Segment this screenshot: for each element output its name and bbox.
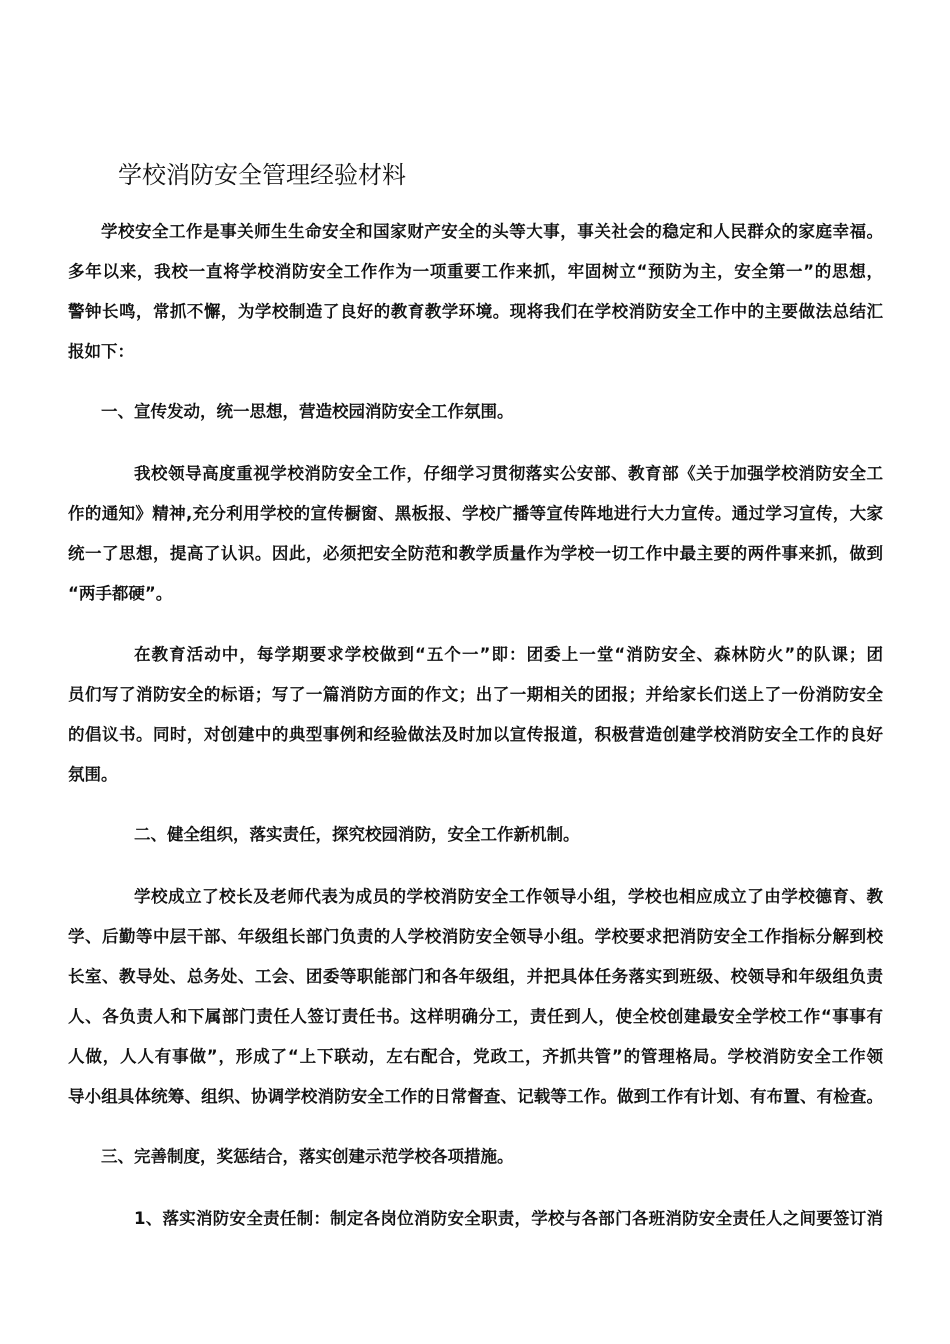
text-line: 统一了思想，提高了认识。因此，必须把安全防范和教学质量作为学校一切工作中最主要的两件事来抓，做到	[68, 544, 883, 563]
text-line: 人、各负责人和下属部门责任人签订责任书。这样明确分工，责任到人，使全校创建最安全学校工作“事事有	[68, 1007, 883, 1026]
text-line: 作的通知》精神,充分利用学校的宣传橱窗、黑板报、学校广播等宣传阵地进行大力宣传。通过学习宣传，大家	[68, 504, 883, 523]
document-title: 学校消防安全管理经验材料	[118, 161, 406, 189]
text-line: 警钟长鸣，常抓不懈，为学校制造了良好的教育教学环境。现将我们在学校消防安全工作中的主要做法总结汇	[68, 302, 883, 321]
intro-paragraph	[68, 212, 883, 372]
text-line: 氛围。	[68, 765, 118, 784]
text-line: 1、落实消防安全责任制：制定各岗位消防安全职责，学校与各部门各班消防安全责任人之间要签订消	[134, 1209, 883, 1228]
text-line: 导小组具体统筹、组织、协调学校消防安全工作的日常督查、记载等工作。做到工作有计划、有布置、有检查。	[68, 1087, 883, 1106]
text-line: 学、后勤等中层干部、年级组长部门负责的人学校消防安全领导小组。学校要求把消防安全工作指标分解到校	[68, 927, 883, 946]
text-line: 报如下：	[68, 342, 134, 361]
section3-item-1	[68, 1199, 883, 1239]
text-line: “两手都硬”。	[68, 584, 173, 603]
text-line: 我校领导高度重视学校消防安全工作，仔细学习贯彻落实公安部、教育部《关于加强学校消防安全工	[134, 464, 883, 483]
section2-paragraph-1	[68, 877, 883, 1117]
text-line: 学校安全工作是事关师生生命安全和国家财产安全的头等大事，事关社会的稳定和人民群众的家庭幸福。	[101, 222, 883, 241]
section1-paragraph-2	[68, 635, 883, 795]
text-line: 在教育活动中，每学期要求学校做到“五个一”即：团委上一堂“消防安全、森林防火”的队课；团	[134, 645, 883, 664]
section2-heading: 二、健全组织，落实责任，探究校园消防，安全工作新机制。	[134, 825, 580, 844]
text-line: 的倡议书。同时，对创建中的典型事例和经验做法及时加以宣传报道，积极营造创建学校消防安全工作的良好	[68, 725, 883, 744]
text-line: 多年以来，我校一直将学校消防安全工作作为一项重要工作来抓，牢固树立“预防为主，安全第一”的思想，	[68, 262, 883, 281]
section1-paragraph-1	[68, 454, 883, 614]
section3-heading: 三、完善制度，奖惩结合，落实创建示范学校各项措施。	[101, 1147, 514, 1166]
text-line: 学校成立了校长及老师代表为成员的学校消防安全工作领导小组，学校也相应成立了由学校德育、教	[134, 887, 883, 906]
section1-heading: 一、宣传发动，统一思想，营造校园消防安全工作氛围。	[101, 402, 514, 421]
text-line: 长室、教导处、总务处、工会、团委等职能部门和各年级组，并把具体任务落实到班级、校领导和年级组负责	[68, 967, 883, 986]
text-line: 人做，人人有事做”，形成了“上下联动，左右配合，党政工，齐抓共管”的管理格局。学校消防安全工作领	[68, 1047, 883, 1066]
text-line: 员们写了消防安全的标语；写了一篇消防方面的作文；出了一期相关的团报；并给家长们送上了一份消防安全	[68, 685, 883, 704]
